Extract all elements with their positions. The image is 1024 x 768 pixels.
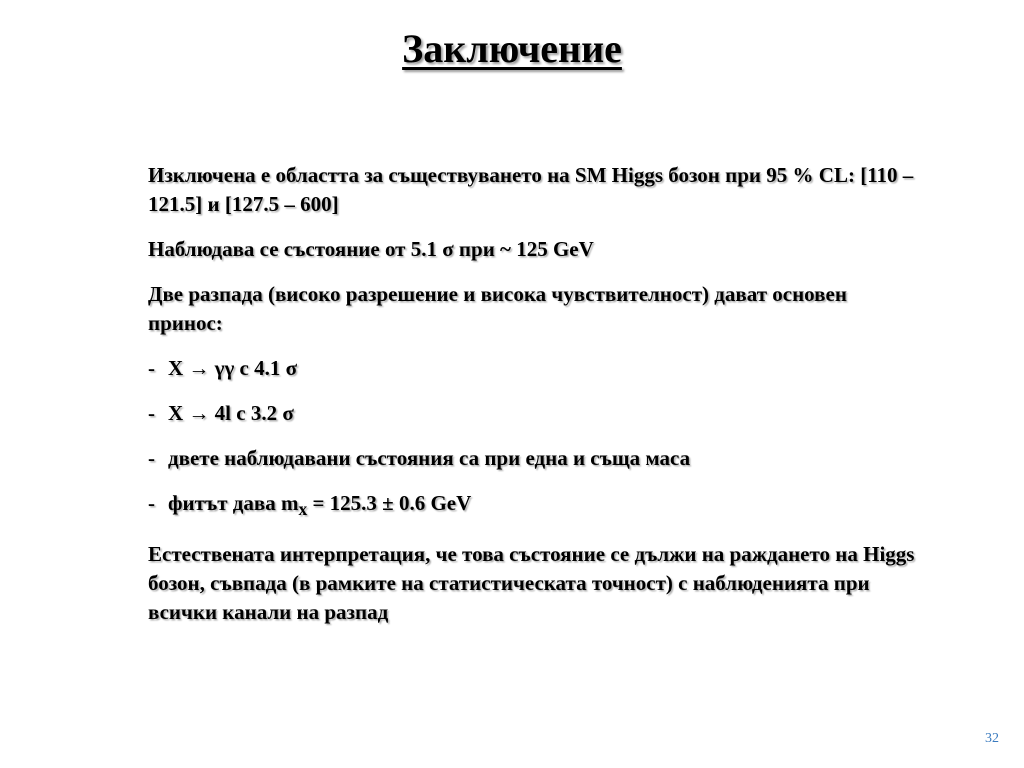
paragraph-observation: Наблюдава се състояние от 5.1 σ при ~ 125 GeV <box>148 237 594 261</box>
slide-title: Заключение <box>402 26 622 71</box>
bullet-marker: - <box>148 356 155 380</box>
bullet-marker: - <box>148 491 155 515</box>
bullet-text: двете наблюдавани състояния са при една и съща маса <box>168 446 691 470</box>
mass-subscript: x <box>298 499 308 520</box>
bullet-item-same-mass <box>148 444 918 473</box>
bullet-item-fit-mass <box>148 489 918 524</box>
slide-content <box>148 161 918 643</box>
paragraph-exclusion: Изключена е областта за съществуването на SM Higgs бозон при 95 % CL: [110 – 121.5] и [127.5 – 600] <box>148 163 914 216</box>
fit-prefix: фитът дава m <box>168 491 299 515</box>
page-number: 32 <box>985 731 999 746</box>
bullet-item-gamma-gamma <box>148 354 918 383</box>
paragraph-decays: Две разпада (високо разрешение и висока чувствителност) дават основен принос: <box>148 282 847 335</box>
fit-value: = 125.3 ± 0.6 GeV <box>307 491 472 515</box>
paragraph-interpretation: Естествената интерпретация, че това състояние се дължи на раждането на Higgs бозон, съвпада (в рамките на статистическата точност) с наблюденията при всички канали на разпад <box>148 542 915 625</box>
bullet-text-fit <box>168 489 471 524</box>
bullet-item-four-lepton <box>148 399 918 428</box>
bullet-marker: - <box>148 401 155 425</box>
bullet-text: X → 4l с 3.2 σ <box>168 401 294 425</box>
bullet-text: X → γγ с 4.1 σ <box>168 356 298 380</box>
bullet-marker: - <box>148 446 155 470</box>
